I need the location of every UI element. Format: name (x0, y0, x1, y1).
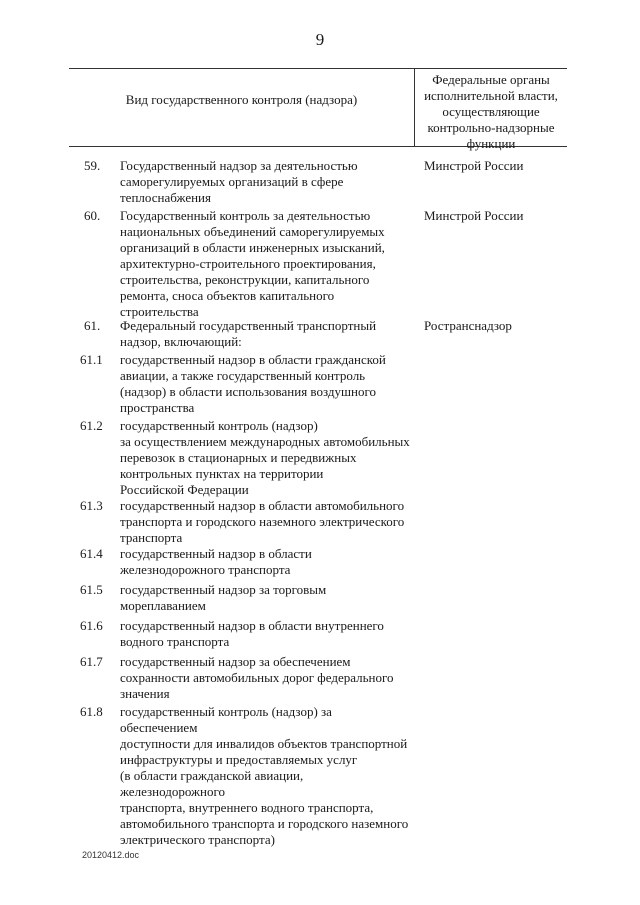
document-filename: 20120412.doc (82, 850, 140, 860)
row-description: государственный контроль (надзор) за осуществлением международных автомобильных перевозок в стационарных и передвижных контрольных пунктах на территории Российской Федерации (120, 418, 410, 497)
row-number: 59. (84, 158, 101, 173)
row-agency: Ространснадзор (424, 318, 512, 333)
row-description: государственный контроль (надзор) за обеспечением доступности для инвалидов объектов транспортной инфраструктуры и предоставляемых услуг (в области гражданской авиации, железнодорожного транспорта, внутреннего водного транспорта, автомобильного транспорта и городского наземного электрического транспорта) (120, 704, 409, 847)
row-agency: Минстрой России (424, 208, 524, 223)
header-top-rule (69, 68, 567, 69)
row-number: 61.3 (80, 498, 103, 513)
page-number: 9 (315, 30, 325, 49)
row-number: 61.6 (80, 618, 103, 633)
row-number: 61.7 (80, 654, 103, 669)
row-description: государственный надзор в области внутреннего водного транспорта (120, 618, 384, 649)
row-description: государственный надзор в области железнодорожного транспорта (120, 546, 312, 577)
row-number: 61.8 (80, 704, 103, 719)
header-column-divider (414, 68, 415, 146)
row-number: 61.5 (80, 582, 103, 597)
column-header-control-type: Вид государственного контроля (надзора) (125, 92, 358, 107)
row-agency: Минстрой России (424, 158, 524, 173)
row-description: государственный надзор в области гражданской авиации, а также государственный контроль (надзор) в области использования воздушного пространства (120, 352, 386, 415)
row-description: государственный надзор за торговым мореплаванием (120, 582, 327, 613)
row-description: Государственный надзор за деятельностью саморегулируемых организаций в сфере теплоснабжения (120, 158, 358, 205)
row-description: Государственный контроль за деятельностью национальных объединений саморегулируемых организаций в области инженерных изысканий, архитектурно-строительного проектирования, строительства, реконструкции, капитального ремонта, сноса объектов капитального строительства (120, 208, 385, 319)
row-number: 61.2 (80, 418, 103, 433)
row-description: Федеральный государственный транспортный надзор, включающий: (120, 318, 377, 349)
row-description: государственный надзор в области автомобильного транспорта и городского наземного электрического транспорта (120, 498, 405, 545)
row-number: 61. (84, 318, 101, 333)
row-number: 60. (84, 208, 101, 223)
column-header-federal-bodies: Федеральные органы исполнительной власти, осуществляющие контрольно-надзорные функции (424, 72, 558, 151)
row-description: государственный надзор за обеспечением сохранности автомобильных дорог федерального значения (120, 654, 394, 701)
row-number: 61.1 (80, 352, 103, 367)
row-number: 61.4 (80, 546, 103, 561)
